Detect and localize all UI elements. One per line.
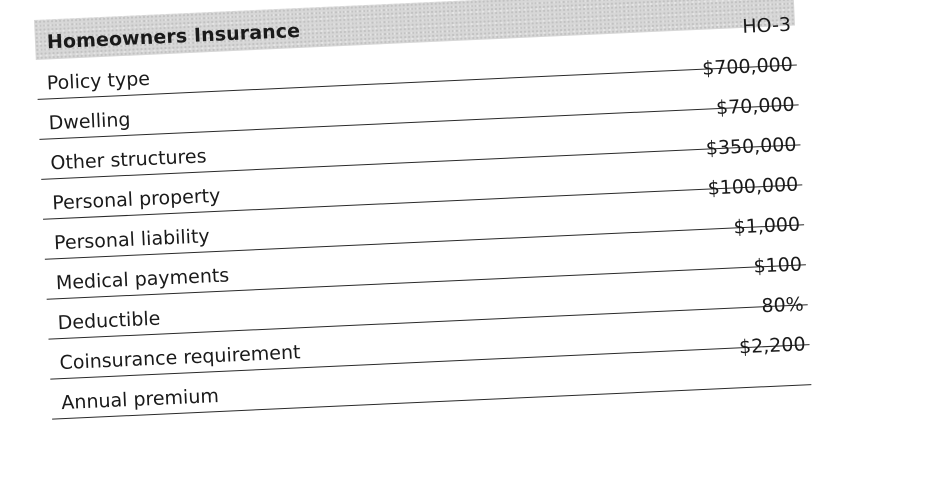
- row-label: Personal liability: [53, 225, 211, 255]
- row-value: $100,000: [707, 173, 799, 200]
- row-value: $2,200: [738, 333, 807, 359]
- row-label: Annual premium: [60, 385, 220, 415]
- row-label: Medical payments: [55, 264, 230, 295]
- row-label: Personal property: [51, 184, 221, 215]
- row-value: $350,000: [705, 133, 797, 160]
- row-value: 80%: [761, 293, 805, 318]
- table-title: Homeowners Insurance: [46, 19, 301, 54]
- row-value: $70,000: [715, 93, 796, 120]
- row-label: Deductible: [57, 307, 161, 335]
- row-value: $1,000: [733, 213, 801, 239]
- homeowners-insurance-table: [34, 0, 811, 420]
- row-value: HO-3: [741, 13, 792, 38]
- row-value: $100: [753, 253, 803, 278]
- row-label: Coinsurance requirement: [59, 341, 301, 375]
- row-value: $700,000: [701, 53, 794, 80]
- row-label: Policy type: [46, 67, 151, 95]
- row-label: Dwelling: [48, 108, 131, 135]
- row-label: Other structures: [50, 145, 207, 175]
